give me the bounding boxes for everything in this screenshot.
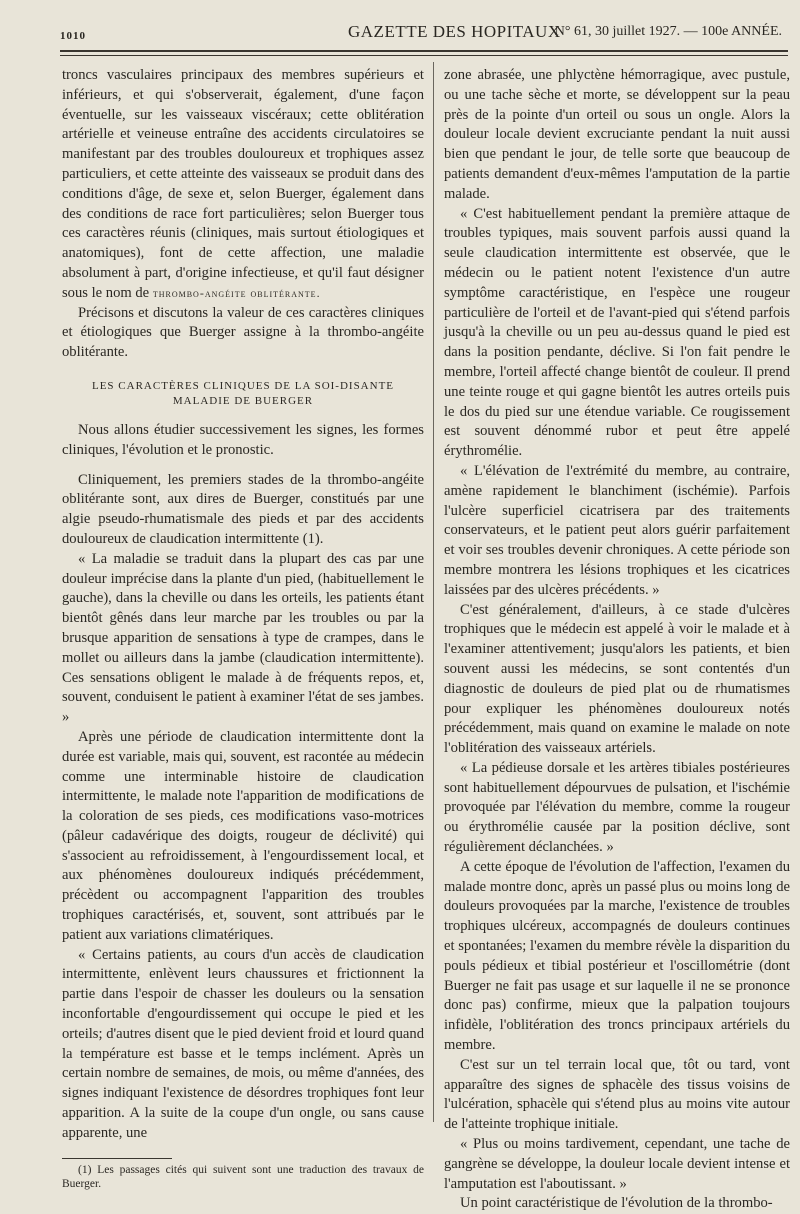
paragraph: troncs vasculaires principaux des membres supérieurs et inférieurs, et qui s'observerait, également, d'une façon éventuelle, sur les vaisseaux viscéraux; cette oblitération artérielle et veineuse entraîne des accidents circulatoires se manifestant par des troubles douloureux et trophiques assez particuliers, et cette atteinte des vaisseaux se produit dans des conditions d'âge, de sexe et, selon Buerger, également dans des conditions de race fort particulières; selon Buerger tous ces caractères réunis (cliniques, mais surtout étiologiques et anatomiques), font de cette affection, une maladie absolument à part, d'origine infectieuse, et qu'il faut désigner sous le nom de thrombo-angéite oblitérante. — [62, 67, 424, 301]
paragraph: « C'est habituellement pendant la première attaque de troubles typiques, mais souvent parfois aussi quand la seule claudication intermittente est observée, que le médecin ou le patient notent l'existence d'un autre symptôme caractéristique, en l'espèce une rougeur particulière de l'orteil et de l'avant-pied qui s'étend parfois jusqu'à la cheville ou un peu au-dessus quand le pied est dans la position pendante, déclive. Si l'on fait pendre le membre, l'orteil affecté change bientôt de couleur. Il prend une teinte rouge et qui gagne bientôt les autres orteils puis le dos du pied sur une étendue variable. Ce rougissement est souvent dénommé rubor et peut être appelé érythromélie. — [444, 205, 790, 460]
footnote: (1) Les passages cités qui suivent sont une traduction des travaux de Buerger. — [62, 1163, 424, 1190]
paragraph: « L'élévation de l'extrémité du membre, au contraire, amène rapidement le blanchiment (ischémie). Parfois l'ulcère superficiel cicatrisera par des traitements conservateurs, et le patient peut alors guérir parfaitement et voir ses troubles devenir chroniques. A cette période son membre montrera les lésions trophiques et les cicatrices laissées par des ulcères précédents. » — [444, 462, 790, 598]
section-heading: LES CARACTÈRES CLINIQUES DE LA SOI-DISANTE MALADIE DE BUERGER — [91, 379, 395, 407]
left-column — [62, 66, 424, 1191]
issue-info: N° 61, 30 juillet 1927. — 100e ANNÉE. — [554, 24, 782, 39]
paragraph: « La pédieuse dorsale et les artères tibiales postérieures sont habituellement dépourvues de pulsation, et l'ischémie provoquée par l'élévation du membre, comme la rougeur ou érythromélie causée par la position déclive, sont régulièrement déclanchées. » — [444, 759, 790, 856]
column-divider — [433, 62, 434, 1122]
paragraph: Précisons et discutons la valeur de ces caractères cliniques et étiologiques que Buerger assigne à la thrombo-angéite oblitérante. — [62, 304, 424, 361]
paragraph: Après une période de claudication intermittente dont la durée est variable, mais qui, souvent, est racontée au médecin comme une interminable histoire de claudication intermittente, le malade note l'apparition de modifications de la coloration de ses pieds, ces modifications vaso-motrices (pâleur cadavérique des doigts, rougeur de déclivité) qui s'associent au refroidissement, à l'engourdissement local, et aux phénomènes douloureux indiqués précédemment, précèdent ou accompagnent l'apparition des troubles trophiques caractérisés, et, souvent, sont attribués par le patient aux variations climatériques. — [62, 728, 424, 943]
paragraph: C'est généralement, d'ailleurs, à ce stade d'ulcères trophiques que le médecin est appelé à voir le malade et à l'examiner attentivement; jusqu'alors les patients, et bien souvent aussi les médecins, se sont contentés d'un diagnostic de douleurs de pied plat ou de rhumatismes pour expliquer les phénomènes douloureux notés précédemment, mais quand on examine le malade on note l'oblitération des vaisseaux artériels. — [444, 601, 790, 757]
header-rule-thin — [60, 55, 788, 56]
page-header — [60, 22, 782, 46]
paragraph-gap — [62, 461, 424, 471]
disease-term: thrombo-angéite oblitérante. — [152, 285, 321, 300]
right-column — [444, 66, 790, 1214]
footnote-rule — [62, 1158, 172, 1159]
paragraph: « Certains patients, au cours d'un accès de claudication intermittente, enlèvent leurs chaussures et frictionnent la partie dans l'espoir de chasser les douleurs ou la sensation inconfortable d'engourdissement qui occupe le pied et les orteils; d'autres disent que le pied devient froid et lourd quand la température est basse et le temps inclément. Après un certain nombre de semaines, de mois, ou même d'années, des signes indiquant l'existence de désordres trophiques font leur apparition. A la suite de la coupe d'un ongle, ou sans cause apparente, une — [62, 946, 424, 1141]
paragraph: « La maladie se traduit dans la plupart des cas par une douleur imprécise dans la plante d'un pied, (habituellement le gauche), dans la cheville ou dans les orteils, les patients étant bientôt gênés dans leur marche par les troubles ou par la brusque apparition de sensations à type de crampes, dans le mollet ou ailleurs dans la jambe (claudication intermittente). Ces sensations obligent le malade à de fréquents repos, et, souvent, conduisent le patient à examiner l'état de ses jambes. » — [62, 550, 424, 726]
paragraph: Cliniquement, les premiers stades de la thrombo-angéite oblitérante sont, aux dires de Buerger, constitués par une algie pseudo-rhumatismale des pieds et par des accidents douloureux de claudication intermittente (1). — [62, 471, 424, 547]
paragraph: Nous allons étudier successivement les signes, les formes cliniques, l'évolution et le pronostic. — [62, 421, 424, 458]
paragraph: « Plus ou moins tardivement, cependant, une tache de gangrène se développe, la douleur locale devient intense et l'amputation est l'aboutissant. » — [444, 1136, 790, 1192]
header-rule-thick — [60, 50, 788, 52]
page-number: 1010 — [60, 30, 86, 42]
paragraph: Un point caractéristique de l'évolution de la thrombo- — [460, 1195, 773, 1212]
paragraph: zone abrasée, une phlyctène hémorragique, avec pustule, ou une tache sèche et morte, se développent sur la peau près de la pointe d'un orteil ou sous un ongle. Alors la douleur locale devient excruciante pendant la nuit aussi bien que pendant le jour, de telle sorte que beaucoup de patients demandent d'eux-mêmes l'amputation de la partie malade. — [444, 67, 790, 202]
paragraph: A cette époque de l'évolution de l'affection, l'examen du malade montre donc, après un passé plus ou moins long de douleurs provoquées par la marche, l'existence de troubles trophiques ulcéreux, accompagnés de douleurs continues et spontanées; l'examen du membre révèle la disparition du pouls pédieux et tibial postérieur et l'oscillométrie (dont Buerger ne fait pas usage et sur laquelle il ne se prononce donc pas) confirme, mieux que la palpation toujours infidèle, l'oblitération des troncs principaux artériels du membre. — [444, 858, 790, 1054]
paragraph: C'est sur un tel terrain local que, tôt ou tard, vont apparaître des signes de sphacèle des tissus voisins de l'ulcération, sphacèle qui s'étend plus au moins vite autour de l'atteinte trophique initiale. — [444, 1056, 790, 1133]
journal-title: GAZETTE DES HOPITAUX — [348, 22, 561, 41]
